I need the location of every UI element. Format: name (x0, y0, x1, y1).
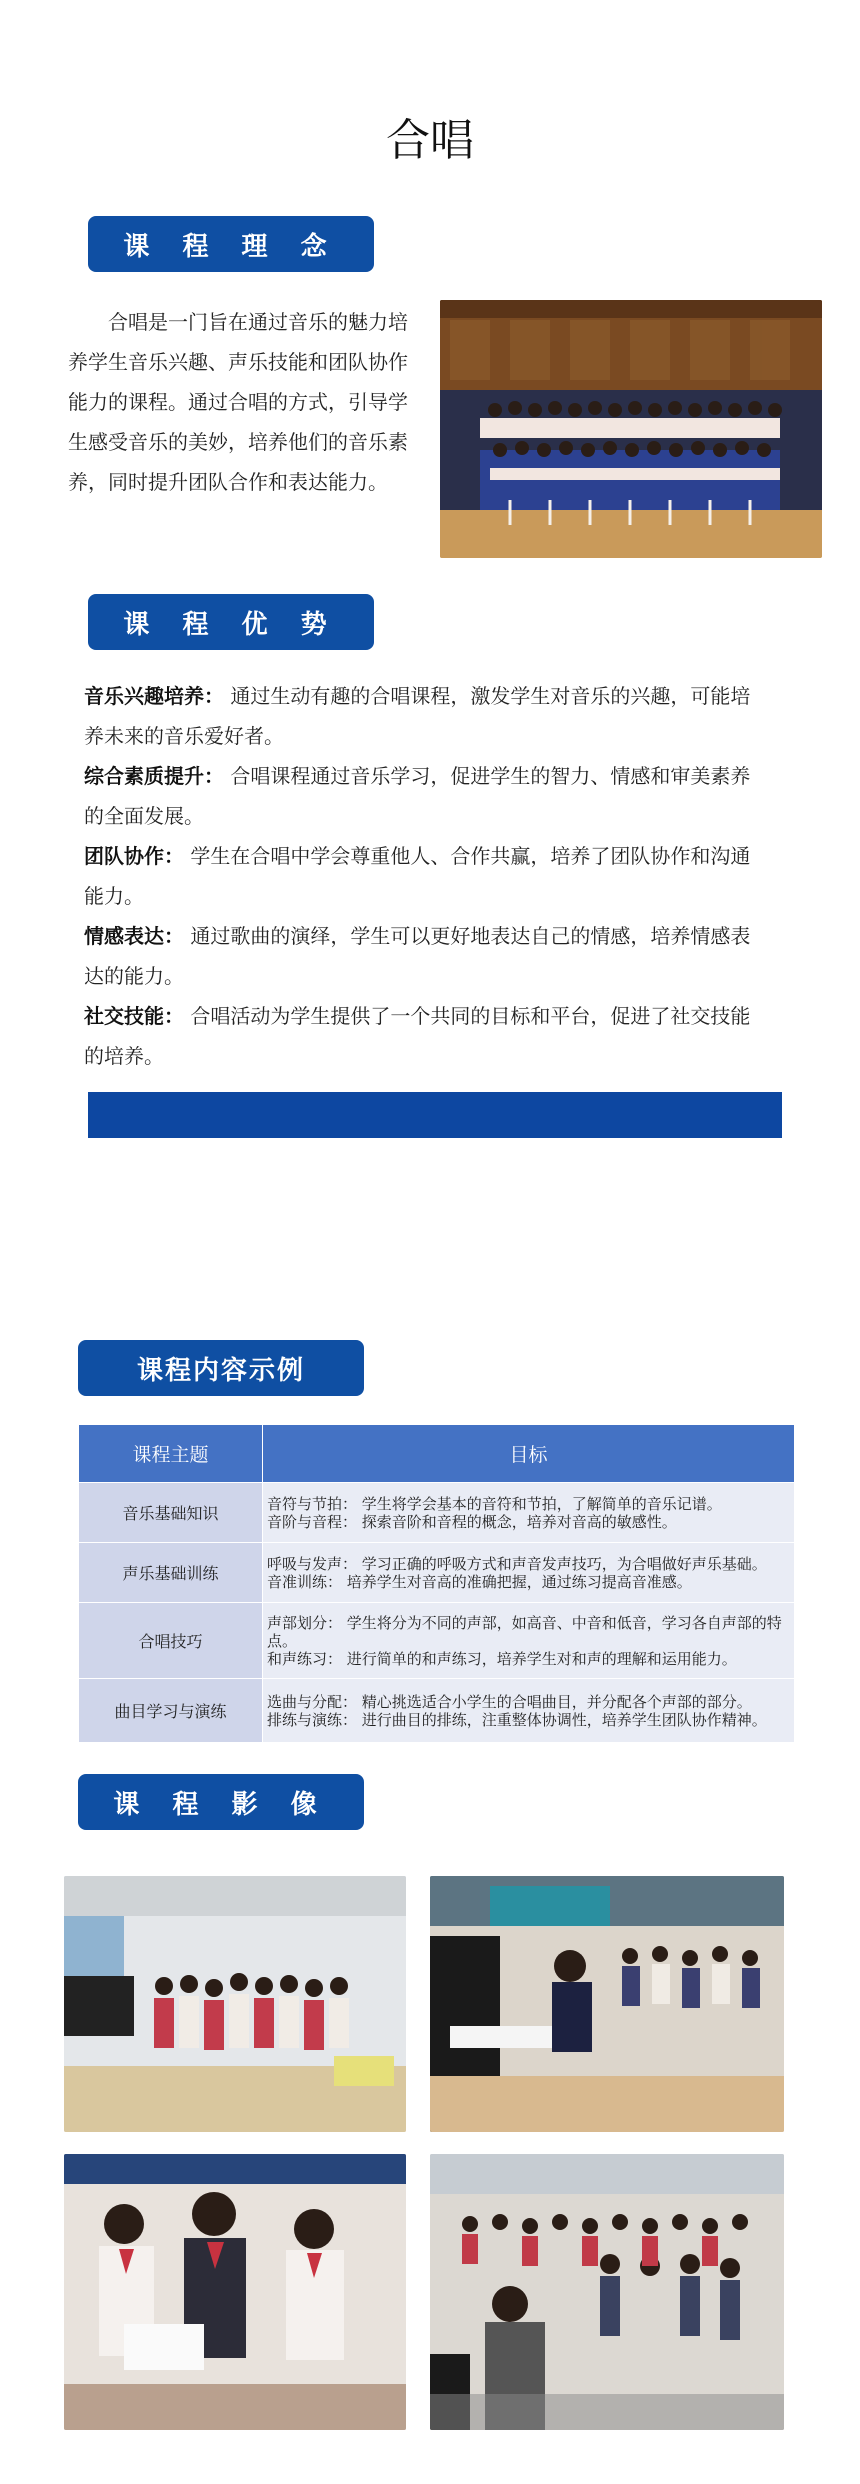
gallery-photo-classroom-choir (64, 1876, 406, 2132)
course-content-table (78, 1424, 795, 1743)
goal-cell (263, 1603, 795, 1679)
table-row (79, 1679, 795, 1743)
advantage-text: 合唱课程通过音乐学习，促进学生的智力、情感和审美素养的全面发展。 (84, 764, 751, 828)
page-title: 合唱 (386, 115, 474, 166)
goal-line: 声部划分： 学生将分为不同的声部，如高音、中音和低音，学习各自声部的特点。 (267, 1613, 782, 1650)
gallery-photo-conducting-class (430, 2154, 784, 2430)
advantage-item (84, 836, 764, 916)
goal-line: 音准训练： 培养学生对音高的准确把握，通过练习提高音准感。 (267, 1572, 692, 1591)
advantage-label: 社交技能： (84, 1004, 184, 1028)
advantage-label: 音乐兴趣培养： (84, 684, 224, 708)
topic-cell: 音乐基础知识 (79, 1483, 263, 1543)
philosophy-text: 合唱是一门旨在通过音乐的魅力培养学生音乐兴趣、声乐技能和团队协作能力的课程。通过合唱的方式，引导学生感受音乐的美妙，培养他们的音乐素养，同时提升团队合作和表达能力。 (68, 310, 408, 494)
goal-cell (263, 1483, 795, 1543)
advantage-text: 合唱活动为学生提供了一个共同的目标和平台，促进了社交技能的培养。 (84, 1004, 751, 1068)
goal-line: 呼吸与发声： 学习正确的呼吸方式和声音发声技巧，为合唱做好声乐基础。 (267, 1554, 767, 1573)
philosophy-header: 课 程 理 念 (88, 216, 374, 272)
advantage-text: 通过歌曲的演绎，学生可以更好地表达自己的情感，培养情感表达的能力。 (84, 924, 751, 988)
advantage-label: 团队协作： (84, 844, 184, 868)
advantages-header: 课 程 优 势 (88, 594, 374, 650)
advantage-item (84, 916, 764, 996)
goal-line: 排练与演练： 进行曲目的排练，注重整体协调性，培养学生团队协作精神。 (267, 1710, 767, 1729)
advantages-list (84, 676, 764, 1076)
goal-line: 和声练习： 进行简单的和声练习，培养学生对和声的理解和运用能力。 (267, 1649, 737, 1668)
goal-line: 音阶与音程： 探索音阶和音程的概念，培养对音高的敏感性。 (267, 1512, 677, 1531)
students-singing-illustration (64, 2154, 406, 2430)
piano-teacher-illustration (430, 1876, 784, 2132)
topic-cell: 曲目学习与演练 (79, 1679, 263, 1743)
classroom-choir-illustration (64, 1876, 406, 2132)
section-divider-bar (88, 1092, 782, 1138)
table-row (79, 1543, 795, 1603)
content-header: 课程内容示例 (78, 1340, 364, 1396)
advantage-item (84, 676, 764, 756)
table-row (79, 1483, 795, 1543)
column-header-topic: 课程主题 (79, 1425, 263, 1483)
goal-cell (263, 1679, 795, 1743)
conducting-class-illustration (430, 2154, 784, 2430)
table-row (79, 1603, 795, 1679)
column-header-goal: 目标 (263, 1425, 795, 1483)
topic-cell: 合唱技巧 (79, 1603, 263, 1679)
advantage-item (84, 996, 764, 1076)
goal-line: 音符与节拍： 学生将学会基本的音符和节拍，了解简单的音乐记谱。 (267, 1494, 722, 1513)
advantage-label: 情感表达： (84, 924, 184, 948)
goal-cell (263, 1543, 795, 1603)
table-header-row (79, 1425, 795, 1483)
gallery-photo-students-singing (64, 2154, 406, 2430)
advantage-text: 学生在合唱中学会尊重他人、合作共赢，培养了团队协作和沟通能力。 (84, 844, 751, 908)
gallery-photo-piano-teacher (430, 1876, 784, 2132)
topic-cell: 声乐基础训练 (79, 1543, 263, 1603)
goal-line: 选曲与分配： 精心挑选适合小学生的合唱曲目，并分配各个声部的部分。 (267, 1692, 752, 1711)
advantage-text: 通过生动有趣的合唱课程，激发学生对音乐的兴趣，可能培养未来的音乐爱好者。 (84, 684, 751, 748)
choir-illustration (440, 300, 822, 558)
gallery-header: 课 程 影 像 (78, 1774, 364, 1830)
advantage-label: 综合素质提升： (84, 764, 224, 788)
advantage-item (84, 756, 764, 836)
choir-performance-photo (440, 300, 822, 558)
